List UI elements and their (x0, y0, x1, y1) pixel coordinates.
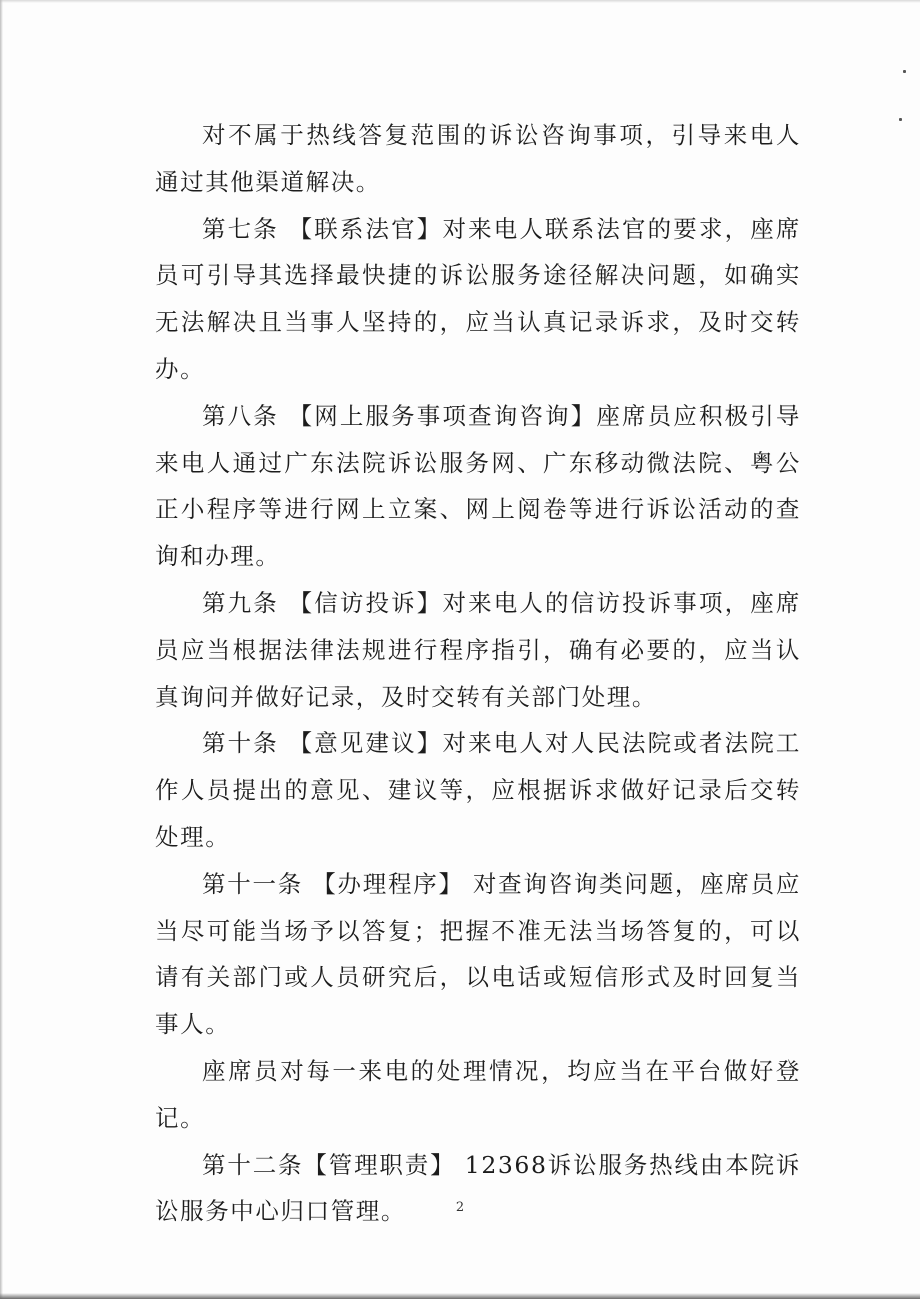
paragraph-registration: 座席员对每一来电的处理情况，均应当在平台做好登记。 (155, 1056, 801, 1132)
article-8-online-services: 第八条 【网上服务事项查询咨询】座席员应积极引导来电人通过广东法院诉讼服务网、广东移动微法院、粤公正小程序等进行网上立案、网上阅卷等进行诉讼活动的查询和办理。 (155, 401, 801, 571)
article-12-management-duties: 第十二条【管理职责】 12368诉讼服务热线由本院诉讼服务中心归口管理。 (155, 1150, 801, 1226)
scan-speck (903, 70, 906, 73)
article-7-contact-judge: 第七条 【联系法官】对来电人联系法官的要求，座席员可引导其选择最快捷的诉讼服务途径解决问题，如确实无法解决且当事人坚持的，应当认真记录诉求，及时交转办。 (155, 214, 801, 383)
scan-edge-left (0, 0, 3, 1299)
document-body (155, 112, 801, 1235)
scan-edge-top (0, 0, 920, 3)
scan-speck (899, 118, 902, 121)
article-10-opinions-suggestions: 第十条 【意见建议】对来电人对人民法院或者法院工作人员提出的意见、建议等，应根据诉求做好记录后交转处理。 (155, 729, 801, 851)
paragraph-referral: 对不属于热线答复范围的诉讼咨询事项，引导来电人通过其他渠道解决。 (155, 121, 801, 196)
article-11-handling-procedure: 第十一条 【办理程序】 对查询咨询类问题，座席员应当尽可能当场予以答复；把握不准无法当场答复的，可以请有关部门或人员研究后，以电话或短信形式及时回复当事人。 (155, 869, 801, 1039)
page-number: 2 (455, 1200, 465, 1215)
scan-edge-bottom (0, 1293, 920, 1299)
article-9-petition-complaint: 第九条 【信访投诉】对来电人的信访投诉事项，座席员应当根据法律法规进行程序指引，确有必要的，应当认真询问并做好记录，及时交转有关部门处理。 (155, 588, 801, 711)
